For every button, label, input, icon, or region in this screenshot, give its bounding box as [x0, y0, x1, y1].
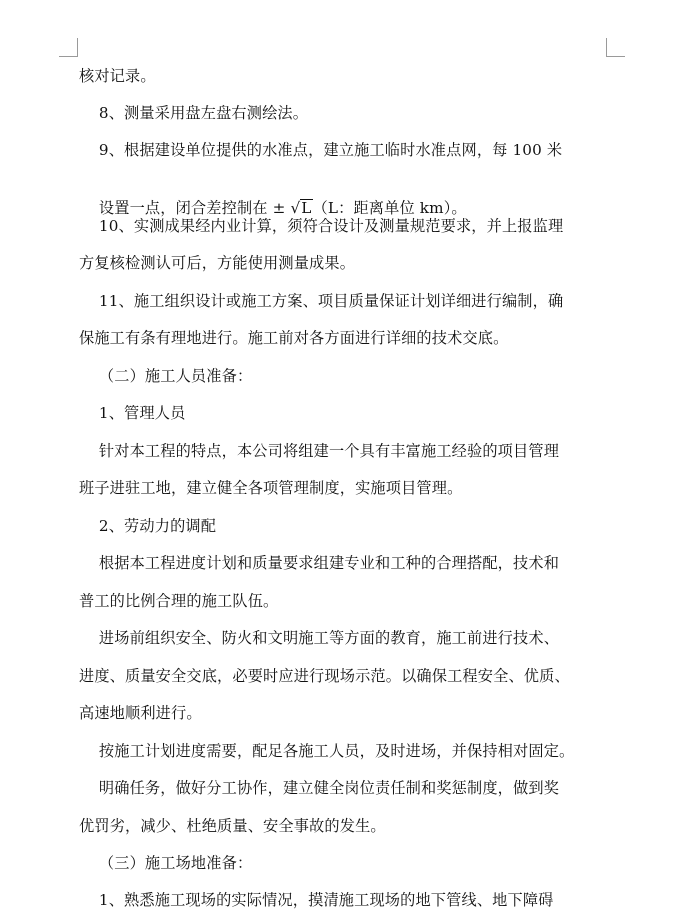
formula-prefix-text: 设置一点，闭合差控制在 ± — [98, 199, 291, 217]
text-line: 8、测量采用盘左盘右测绘法。 — [79, 104, 309, 122]
section-heading: （三）施工场地准备： — [79, 854, 253, 872]
text-line: 1、熟悉施工现场的实际情况，摸清施工现场的地下管线、地下障碍 — [79, 891, 554, 909]
radical-sign: √ — [290, 199, 301, 217]
subsection-heading: 2、劳动力的调配 — [79, 517, 217, 535]
text-line: 保施工有条有理地进行。施工前对各方面进行详细的技术交底。 — [79, 329, 509, 347]
text-line: 普工的比例合理的施工队伍。 — [79, 592, 279, 610]
formula-sqrt-l — [290, 198, 312, 218]
text-line: 针对本工程的特点，本公司将组建一个具有丰富施工经验的项目管理 — [79, 442, 560, 460]
margin-corner-mark-top-right — [606, 38, 625, 57]
text-line: 11、施工组织设计或施工方案、项目质量保证计划详细进行编制，确 — [79, 292, 564, 310]
text-line: 按施工计划进度需要，配足各施工人员，及时进场，并保持相对固定。 — [79, 742, 575, 760]
text-line: 方复核检测认可后，方能使用测量成果。 — [79, 254, 356, 272]
text-line: 进度、质量安全交底，必要时应进行现场示范。以确保工程安全、优质、 — [79, 667, 570, 685]
formula-suffix-text: （L：距离单位 km）。 — [312, 199, 467, 217]
text-line: 9、根据建设单位提供的水准点，建立施工临时水准点网，每 100 米 — [79, 141, 563, 159]
text-line: 根据本工程进度计划和质量要求组建专业和工种的合理搭配，技术和 — [79, 554, 560, 572]
text-line: 优罚劣，减少、杜绝质量、安全事故的发生。 — [79, 817, 386, 835]
text-line: 班子进驻工地，建立健全各项管理制度，实施项目管理。 — [79, 479, 463, 497]
text-line: 进场前组织安全、防火和文明施工等方面的教育，施工前进行技术、 — [79, 629, 560, 647]
section-heading: （二）施工人员准备： — [79, 367, 253, 385]
text-line: 明确任务，做好分工协作，建立健全岗位责任制和奖惩制度，做到奖 — [79, 779, 560, 797]
subsection-heading: 1、管理人员 — [79, 404, 186, 422]
radicand: L — [301, 199, 312, 217]
text-line: 核对记录。 — [79, 67, 156, 85]
margin-corner-mark-top-left — [59, 38, 78, 57]
text-line: 高速地顺利进行。 — [79, 704, 202, 722]
text-line: 10、实测成果经内业计算，须符合设计及测量规范要求，并上报监理 — [79, 217, 564, 235]
